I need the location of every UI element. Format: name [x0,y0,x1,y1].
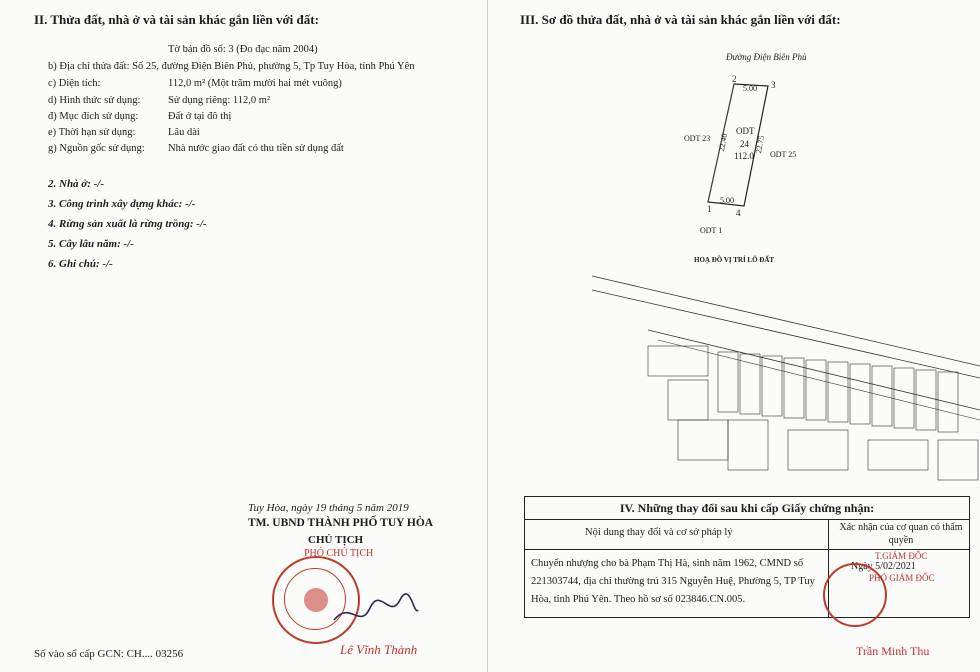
location-map [588,270,980,492]
issuing-org: TM. UBND THÀNH PHỐ TUY HÒA [248,517,434,529]
signer-role: CHỦ TỊCH [308,534,364,546]
signer-name: Lê Vĩnh Thành [340,642,418,657]
location-map-title: HOẠ ĐỒ VỊ TRÍ LÔ ĐẤT [694,256,775,264]
corner-2: 2 [732,74,737,84]
row-purpose: đ) Mục đích sử dụng: Đất ở tại đô thị [48,111,232,122]
changes-table [524,496,970,618]
parcel-code: ODT [736,126,755,136]
row-map-sheet: Tờ bản đồ số: 3 (Đo đạc năm 2004) [168,44,318,55]
item-house: 2. Nhà ở: -/- [48,178,105,190]
neighbor-left: ODT 23 [684,134,711,143]
signature-icon [330,590,420,630]
changes-header-row [525,519,969,550]
parcel-number: 24 [740,139,749,149]
row-origin: g) Nguồn gốc sử dụng: Nhà nước giao đất có thu tiền sử dụng đất [48,143,344,154]
registration-number: Số vào sổ cấp GCN: CH.... 03256 [34,648,184,660]
section-iii-title: III. Sơ đồ thửa đất, nhà ở và tài sản khác gắn liền với đất: [520,12,841,27]
confirm-org-2: PHÓ GIÁM ĐỐC [869,573,935,583]
changes-title: IV. Những thay đổi sau khi cấp Giấy chứng nhận: [525,497,969,520]
item-forest: 4. Rừng sản xuất là rừng trồng: -/- [48,218,207,230]
right-page [488,0,980,672]
corner-4: 4 [736,208,741,218]
neighbor-right: ODT 25 [770,150,797,159]
side-right: 22.75 [754,134,766,155]
section-ii-title: II. Thửa đất, nhà ở và tài sản khác gắn liền với đất: [34,12,319,27]
side-top: 5.00 [743,84,757,93]
side-left: 22.40 [717,132,729,153]
row-usage-form: d) Hình thức sử dụng: Sử dụng riêng: 112,0 m² [48,95,271,106]
corner-3: 3 [771,80,776,90]
row-area: c) Diện tích: 112,0 m² (Một trăm mười hai mét vuông) [48,78,342,89]
item-note: 6. Ghi chú: -/- [48,258,113,270]
col-confirm-header: Xác nhận của cơ quan có thẩm quyền [839,522,963,546]
row-address: b) Địa chỉ thửa đất: Số 25, đường Điện Biên Phủ, phường 5, Tp Tuy Hòa, tỉnh Phú Yên [48,61,415,72]
corner-1: 1 [707,204,712,214]
confirm-date: Ngày 5/02/2021 [851,561,916,572]
left-page [0,0,488,672]
confirm-org-1: T.GIÁM ĐỐC [875,551,928,561]
red-seal-stamp-2 [823,563,887,627]
neighbor-bottom: ODT 1 [700,226,723,235]
col-content-header: Nội dung thay đổi và cơ sở pháp lý [585,527,733,538]
item-other-construction: 3. Công trình xây dựng khác: -/- [48,198,196,210]
side-bottom: 5.00 [720,196,734,205]
row-term: e) Thời hạn sử dụng: Lâu dài [48,127,200,138]
parcel-area: 112.0 [734,151,754,161]
change-content: Chuyển nhượng cho bà Phạm Thị Hà, sinh năm 1962, CMND số 221303744, địa chỉ thường trú 315 Nguyễn Huệ, Phường 5, TP Tuy Hòa, tỉnh Phú Yên. Theo hồ sơ số 023846.CN.005. [531,558,815,605]
confirm-signer: Trần Minh Thu [856,644,930,658]
signer-role-deputy: PHÓ CHỦ TỊCH [304,548,374,559]
road-name: Đường Điện Biên Phủ [726,52,807,62]
sign-place-date: Tuy Hòa, ngày 19 tháng 5 năm 2019 [248,502,409,514]
emblem-icon [304,588,328,612]
item-perennial: 5. Cây lâu năm: -/- [48,238,134,250]
